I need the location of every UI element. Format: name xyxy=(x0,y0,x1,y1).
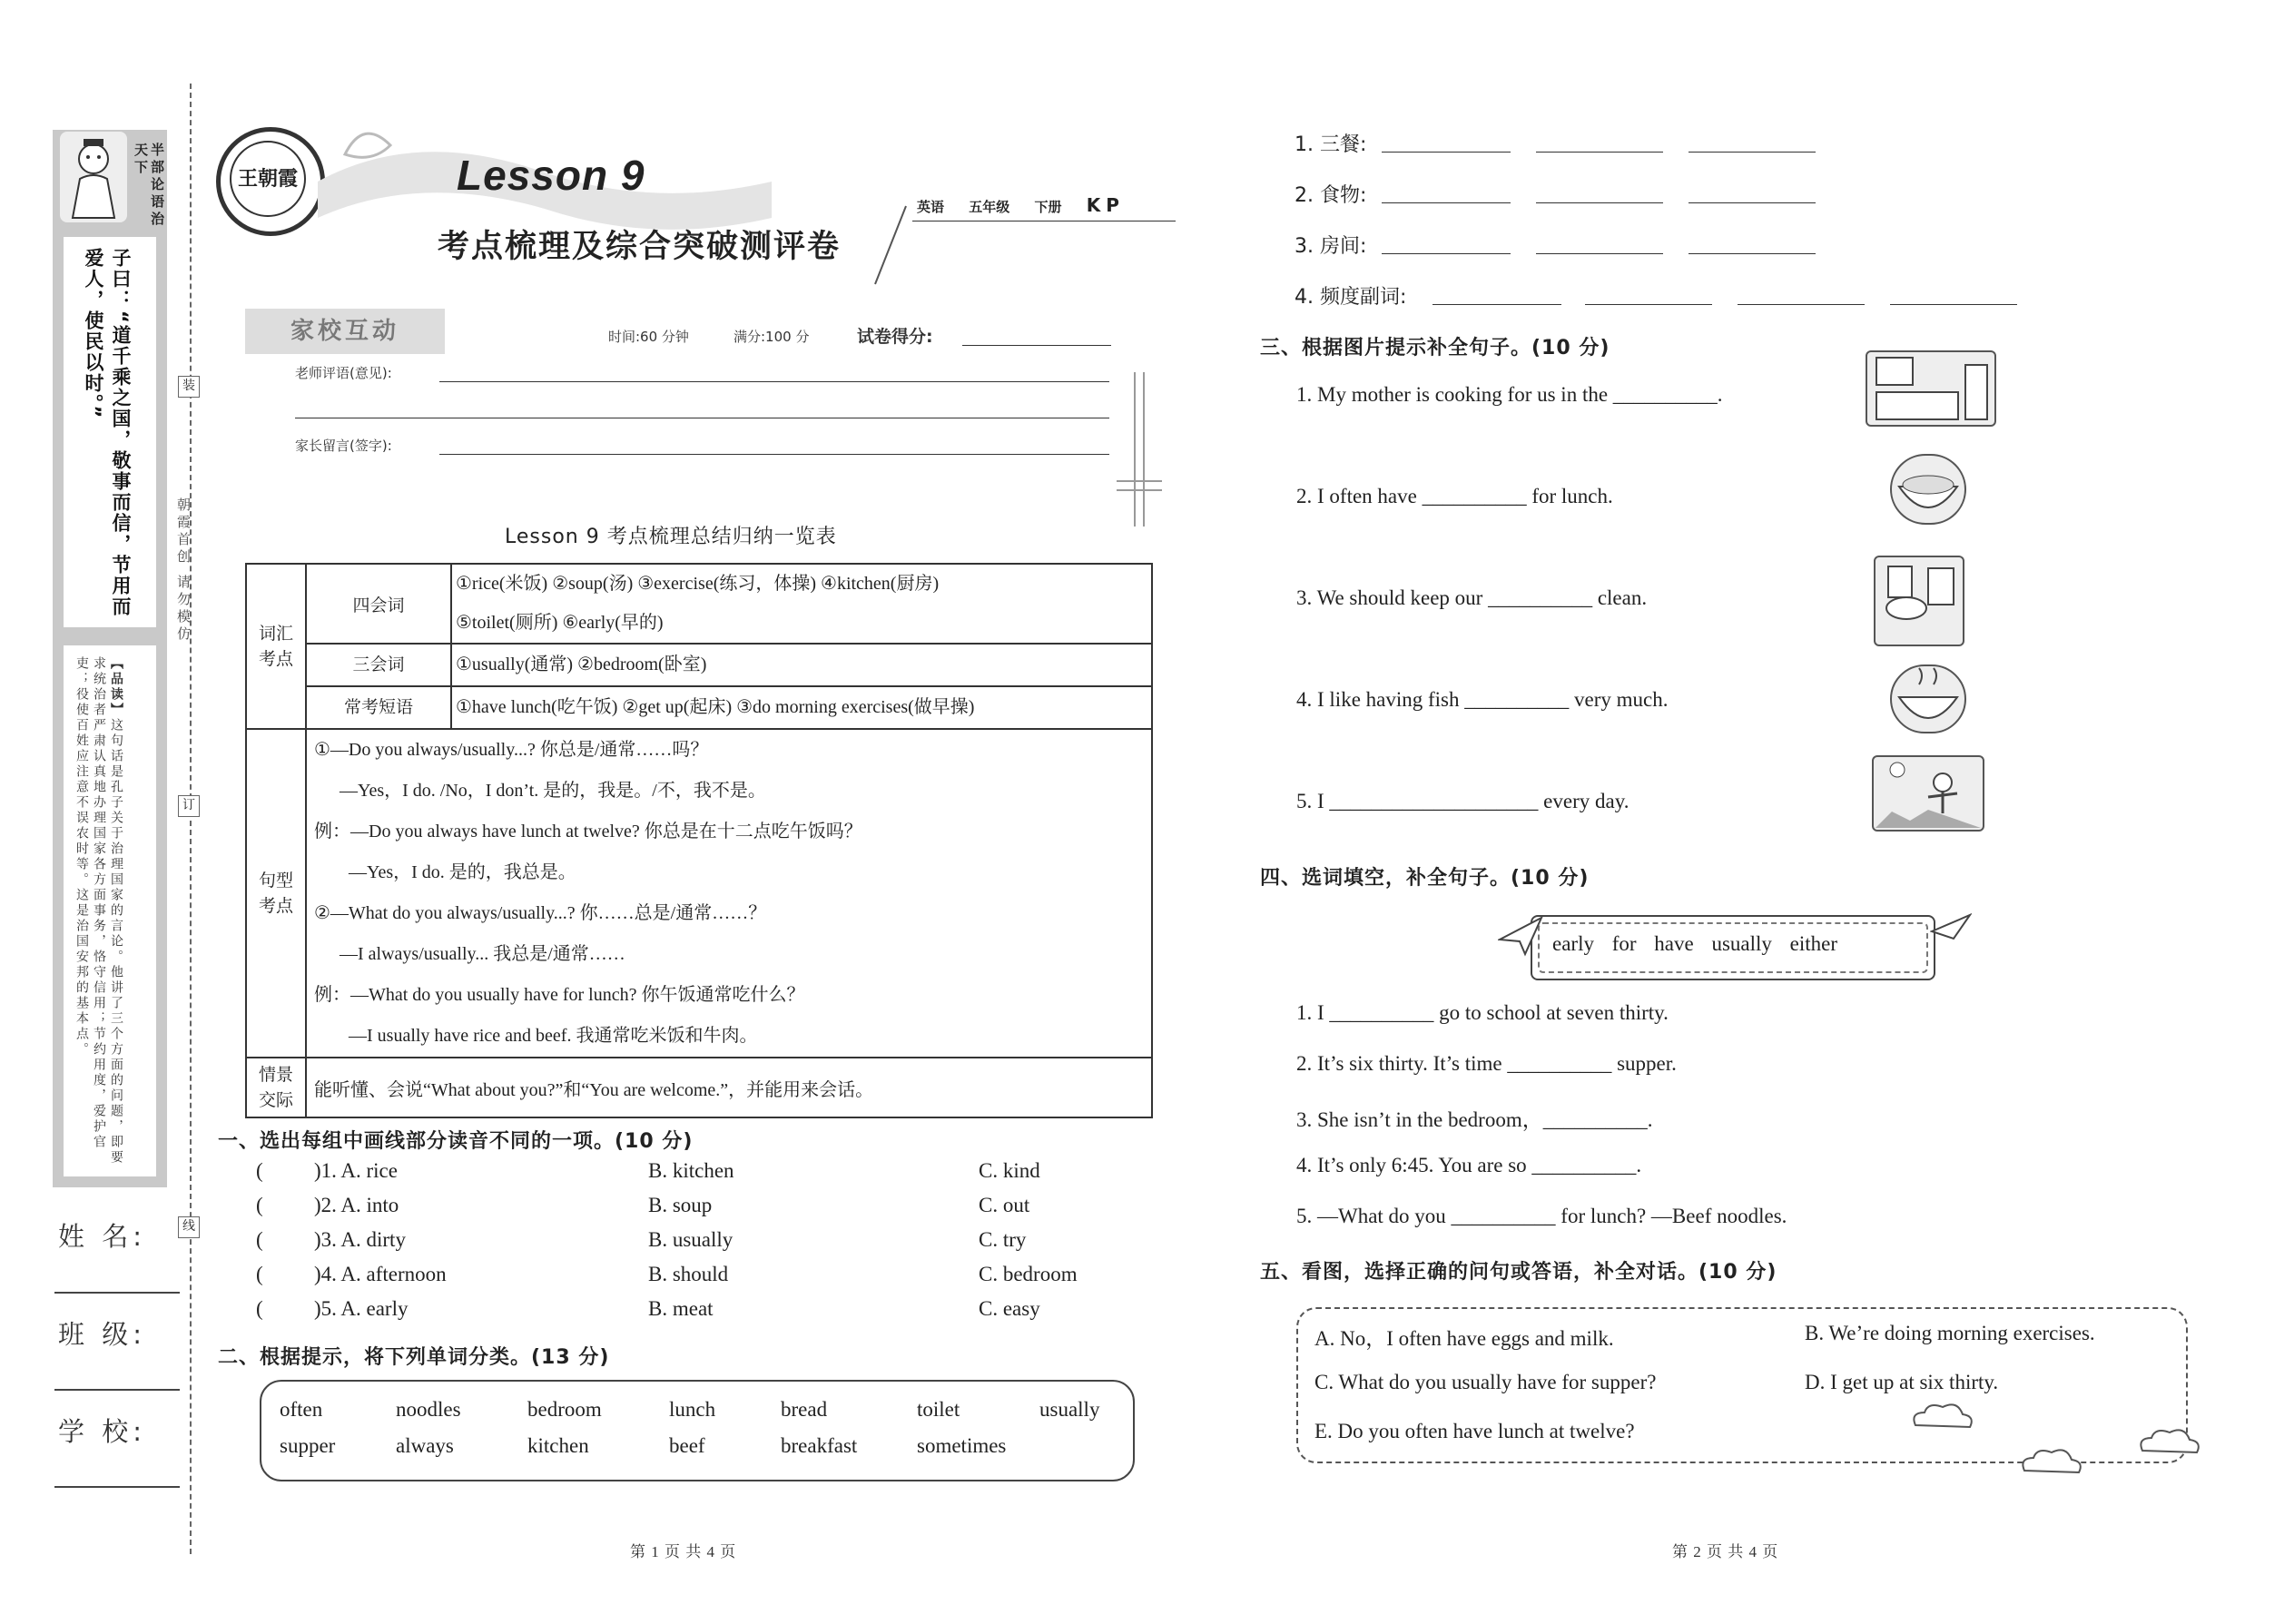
cloud-icon xyxy=(2133,1423,2206,1460)
s1-q2-a: )2. A. into xyxy=(314,1194,399,1216)
s1-q3-a: )3. A. dirty xyxy=(314,1228,406,1251)
s1-q1-a: )1. A. rice xyxy=(314,1159,398,1182)
s3-q1: 1. My mother is cooking for us in the __________. xyxy=(1296,383,1723,406)
section2-word-box xyxy=(260,1380,1135,1481)
tag-edition: KP xyxy=(1086,194,1125,216)
section4-title: 四、选词填空，补全句子。(10 分) xyxy=(1260,867,1590,890)
morning-exercise-picture xyxy=(1872,755,1984,832)
s2-word: noodles xyxy=(396,1398,461,1421)
s2-cat-adverbs-blank[interactable] xyxy=(1585,304,1712,305)
reading-label: 【品读】 xyxy=(109,656,123,718)
parent-comment-field[interactable] xyxy=(439,454,1109,455)
vocab-category: 词汇考点 xyxy=(246,564,306,729)
brand-name: 王朝霞 xyxy=(230,141,306,217)
situation-category: 情景交际 xyxy=(246,1058,306,1117)
s2-word: supper xyxy=(280,1434,336,1457)
seal-char-3: 线 xyxy=(178,1216,200,1238)
home-school-banner: 家校互动 xyxy=(245,309,445,354)
subject-tags xyxy=(917,194,1145,216)
s5-option-d: D. I get up at six thirty. xyxy=(1805,1371,1999,1393)
vocab-sub-four-skill: 四会词 xyxy=(306,564,451,644)
s1-q3-c: C. try xyxy=(979,1228,1027,1251)
s2-cat-rooms-blank[interactable] xyxy=(1536,253,1663,254)
s2-word: kitchen xyxy=(527,1434,589,1457)
seal-char-1: 装 xyxy=(178,376,200,398)
s1-q3-b: B. usually xyxy=(648,1228,733,1251)
name-label: 姓 名: xyxy=(58,1221,146,1252)
s2-cat-meals-blank[interactable] xyxy=(1536,152,1663,153)
confucius-illustration xyxy=(60,132,127,222)
paper-plane-icon xyxy=(1498,912,1543,958)
s2-cat-adverbs-blank[interactable] xyxy=(1890,304,2017,305)
word-bank: early for have usually either xyxy=(1552,932,1837,955)
sidebar-strip xyxy=(53,130,167,1187)
name-field[interactable] xyxy=(54,1292,180,1294)
s2-word: sometimes xyxy=(917,1434,1007,1457)
time-limit: 时间:60 分钟 xyxy=(608,329,689,345)
s5-option-c: C. What do you usually have for supper? xyxy=(1314,1371,1657,1393)
s2-cat-rooms: 3. 房间: xyxy=(1295,235,1367,258)
s2-cat-meals-blank[interactable] xyxy=(1382,152,1511,153)
class-field[interactable] xyxy=(54,1389,180,1391)
toilet-picture xyxy=(1874,556,1964,646)
s1-q2-bracket[interactable]: ( xyxy=(256,1194,263,1216)
s4-q2: 2. It’s six thirty. It’s time __________ supper. xyxy=(1296,1052,1677,1075)
s3-q2: 2. I often have __________ for lunch. xyxy=(1296,485,1613,507)
sentence-category: 句型考点 xyxy=(246,729,306,1058)
s2-word: bread xyxy=(781,1398,828,1421)
s3-q3: 3. We should keep our __________ clean. xyxy=(1296,586,1648,609)
kitchen-picture xyxy=(1866,350,1996,427)
school-field[interactable] xyxy=(54,1486,180,1488)
lesson-title: Lesson 9 xyxy=(457,152,645,199)
s4-q1: 1. I __________ go to school at seven thirty. xyxy=(1296,1001,1669,1024)
s1-q1-c: C. kind xyxy=(979,1159,1040,1182)
s2-cat-food: 2. 食物: xyxy=(1295,184,1367,207)
s1-q4-a: )4. A. afternoon xyxy=(314,1263,447,1285)
s2-cat-meals-blank[interactable] xyxy=(1689,152,1816,153)
title-slash-decoration xyxy=(871,204,908,286)
class-label: 班 级: xyxy=(58,1319,146,1350)
s1-q2-c: C. out xyxy=(979,1194,1030,1216)
score-field[interactable] xyxy=(962,345,1111,346)
summary-table xyxy=(245,563,1153,1118)
s2-word: beef xyxy=(669,1434,705,1457)
school-label: 学 校: xyxy=(58,1416,146,1447)
copyright-note: 朝霞首创 请勿模仿 xyxy=(175,497,192,644)
teacher-comment-field[interactable] xyxy=(439,381,1109,382)
binding-line xyxy=(190,84,192,1554)
s2-cat-meals: 1. 三餐: xyxy=(1295,133,1367,156)
s2-cat-rooms-blank[interactable] xyxy=(1382,253,1511,254)
tag-volume: 下册 xyxy=(1034,199,1062,215)
s2-word: always xyxy=(396,1434,454,1457)
tag-grade: 五年级 xyxy=(969,199,1010,215)
confucius-quote: 子曰：“道千乘之国，敬事而信，节用而爱人，使民以时。” xyxy=(83,248,132,617)
s2-word: often xyxy=(280,1398,323,1421)
section2-title: 二、根据提示，将下列单词分类。(13 分) xyxy=(218,1346,610,1369)
s1-q5-bracket[interactable]: ( xyxy=(256,1297,263,1320)
s1-q5-c: C. easy xyxy=(979,1297,1040,1320)
s2-cat-food-blank[interactable] xyxy=(1536,202,1663,203)
s1-q5-a: )5. A. early xyxy=(314,1297,409,1320)
teacher-comment-label: 老师评语(意见): xyxy=(295,365,392,381)
s2-cat-adverbs-blank[interactable] xyxy=(1433,304,1561,305)
seal-char-2: 订 xyxy=(178,795,200,817)
quote-box xyxy=(64,237,156,627)
paper-plane-icon xyxy=(1930,911,1972,942)
s2-word: usually xyxy=(1039,1398,1100,1421)
s2-cat-adverbs: 4. 频度副词: xyxy=(1295,286,1407,309)
cloud-icon xyxy=(2015,1443,2088,1480)
sentence-patterns: ①—Do you always/usually...? 你总是/通常……吗？ —Yes，I do. /No，I don’t. 是的，我是。/不，我不是。 例：—Do you always have lunch at twelve? 你总是在十二点吃午饭吗？ —Yes，I do. 是的，我总是。 ②—What do you always/usually...? 你……总是/通常……？ —I always/usually... 我总是/通常…… 例：—What do you usually have for lunch? 你午饭通常吃什么？ —I usually have rice and beef. 我通常吃米饭和牛肉。 xyxy=(306,729,1152,1058)
full-score: 满分:100 分 xyxy=(733,329,810,345)
s3-q5: 5. I ____________________ every day. xyxy=(1296,790,1629,812)
parent-comment-label: 家长留言(签字): xyxy=(295,438,392,454)
page-number-2: 第 2 页 共 4 页 xyxy=(1672,1543,1779,1560)
s1-q4-c: C. bedroom xyxy=(979,1263,1078,1285)
s2-word: bedroom xyxy=(527,1398,602,1421)
reading-text: 【品读】这句话是孔子关于治理国家的言论。他讲了三个方面的问题，即要求统治者严肃认真地办理国家各方面事务，恪守信用；节约用度，爱护官吏；役使百姓应注意不误农时等。这是治国安邦的基本点。 xyxy=(74,656,123,1166)
page-number-1: 第 1 页 共 4 页 xyxy=(630,1543,737,1560)
score-label: 试卷得分: xyxy=(857,327,933,347)
s5-option-a: A. No，I often have eggs and milk. xyxy=(1314,1327,1614,1350)
s2-cat-rooms-blank[interactable] xyxy=(1689,253,1816,254)
s2-cat-adverbs-blank[interactable] xyxy=(1738,304,1865,305)
s2-cat-food-blank[interactable] xyxy=(1382,202,1511,203)
vocab-four-skill-words: ①rice(米饭) ②soup(汤) ③exercise(练习，体操) ④kitchen(厨房) ⑤toilet(厕所) ⑥early(早的) xyxy=(451,564,1152,644)
vocab-phrases: ①have lunch(吃午饭) ②get up(起床) ③do morning exercises(做早操) xyxy=(451,686,1152,729)
s1-q1-bracket[interactable]: ( xyxy=(256,1159,263,1182)
situation-text: 能听懂、会说“What about you?”和“You are welcome.”，并能用来会话。 xyxy=(306,1058,1152,1117)
section5-title: 五、看图，选择正确的问句或答语，补全对话。(10 分) xyxy=(1260,1261,1777,1284)
exam-title: 考点梳理及综合突破测评卷 xyxy=(438,229,842,265)
s1-q1-b: B. kitchen xyxy=(648,1159,734,1182)
s4-q3: 3. She isn’t in the bedroom，__________. xyxy=(1296,1108,1653,1131)
s1-q3-bracket[interactable]: ( xyxy=(256,1228,263,1251)
s2-word: breakfast xyxy=(781,1434,858,1457)
s5-option-e: E. Do you often have lunch at twelve? xyxy=(1314,1420,1635,1442)
tag-subject: 英语 xyxy=(917,199,945,215)
vocab-three-skill-words: ①usually(通常) ②bedroom(卧室) xyxy=(451,644,1152,686)
s2-word: toilet xyxy=(917,1398,960,1421)
s4-q5: 5. —What do you __________ for lunch? —Beef noodles. xyxy=(1296,1205,1787,1227)
summary-heading: Lesson 9 考点梳理总结归纳一览表 xyxy=(505,526,837,548)
soup-bowl-picture xyxy=(1890,664,1966,733)
s2-cat-food-blank[interactable] xyxy=(1689,202,1816,203)
section3-title: 三、根据图片提示补全句子。(10 分) xyxy=(1260,337,1610,359)
s2-word: lunch xyxy=(669,1398,716,1421)
s1-q2-b: B. soup xyxy=(648,1194,713,1216)
vocab-sub-three-skill: 三会词 xyxy=(306,644,451,686)
s4-q4: 4. It’s only 6:45. You are so __________. xyxy=(1296,1154,1642,1176)
s1-q4-b: B. should xyxy=(648,1263,729,1285)
banner-lines-decoration xyxy=(1117,372,1162,527)
reading-box xyxy=(64,645,156,1176)
s3-q4: 4. I like having fish __________ very much. xyxy=(1296,688,1669,711)
s5-option-b: B. We’re doing morning exercises. xyxy=(1805,1322,2095,1344)
cloud-icon xyxy=(1906,1398,1979,1434)
section1-title: 一、选出每组中画线部分读音不同的一项。(10 分) xyxy=(218,1130,694,1153)
s1-q5-b: B. meat xyxy=(648,1297,714,1320)
rice-bowl-picture xyxy=(1890,454,1966,525)
series-title: 半部论语治天下 xyxy=(133,143,165,229)
vocab-sub-phrases: 常考短语 xyxy=(306,686,451,729)
s1-q4-bracket[interactable]: ( xyxy=(256,1263,263,1285)
